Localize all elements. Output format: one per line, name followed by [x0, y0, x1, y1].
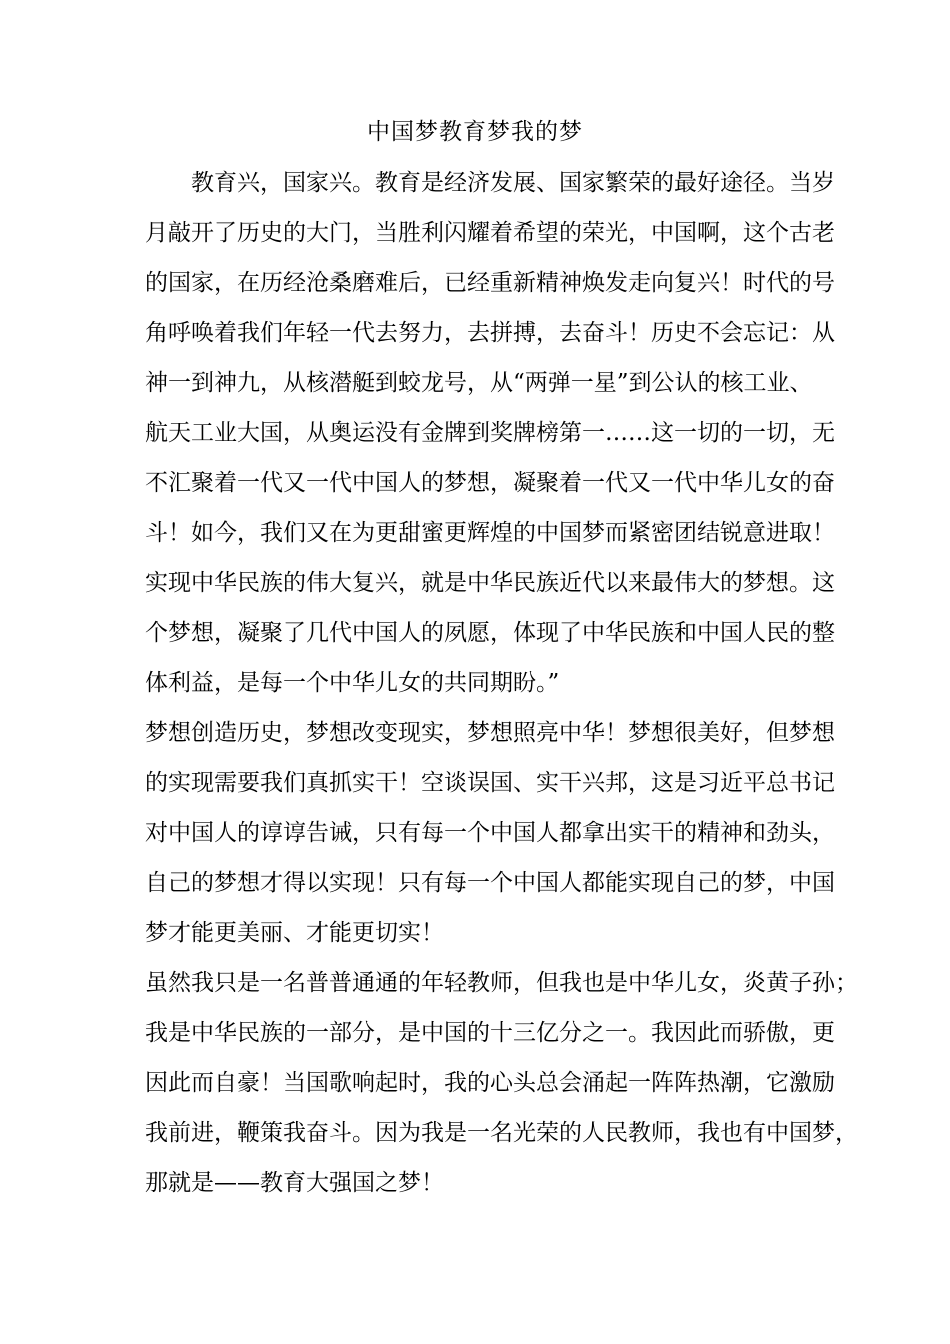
text-line: 月敲开了历史的大门，当胜利闪耀着希望的荣光，中国啊，这个古老 — [145, 220, 835, 246]
text-line: 因此而自豪！当国歌响起时，我的心头总会涌起一阵阵热潮，它激励 — [145, 1070, 835, 1096]
text-line: 教育兴，国家兴。教育是经济发展、国家繁荣的最好途径。当岁 — [145, 170, 835, 196]
text-line: 自己的梦想才得以实现！只有每一个中国人都能实现自己的梦，中国 — [145, 870, 835, 896]
text-line: 神一到神九，从核潜艇到蛟龙号，从“两弹一星”到公认的核工业、 — [145, 370, 813, 396]
text-line: 梦想创造历史，梦想改变现实，梦想照亮中华！梦想很美好，但梦想 — [145, 720, 835, 746]
text-line: 梦才能更美丽、才能更切实！ — [145, 920, 444, 946]
text-line: 我前进，鞭策我奋斗。因为我是一名光荣的人民教师，我也有中国梦， — [145, 1120, 858, 1146]
text-line: 航天工业大国，从奥运没有金牌到奖牌榜第一……这一切的一切，无 — [145, 420, 835, 446]
text-line: 斗！如今，我们又在为更甜蜜更辉煌的中国梦而紧密团结锐意进取！ — [145, 520, 835, 546]
document-title: 中国梦教育梦我的梦 — [367, 119, 583, 145]
text-line: 体利益，是每一个中华儿女的共同期盼。” — [145, 670, 560, 696]
text-line: 我是中华民族的一部分，是中国的十三亿分之一。我因此而骄傲，更 — [145, 1020, 835, 1046]
text-line: 的实现需要我们真抓实干！空谈误国、实干兴邦，这是习近平总书记 — [145, 770, 835, 796]
text-line: 对中国人的谆谆告诫，只有每一个中国人都拿出实干的精神和劲头， — [145, 820, 835, 846]
text-line: 的国家，在历经沧桑磨难后，已经重新精神焕发走向复兴！时代的号 — [145, 270, 835, 296]
text-line: 虽然我只是一名普普通通的年轻教师，但我也是中华儿女，炎黄子孙； — [145, 970, 858, 996]
text-line: 实现中华民族的伟大复兴，就是中华民族近代以来最伟大的梦想。这 — [145, 570, 835, 596]
text-line: 角呼唤着我们年轻一代去努力，去拼搏，去奋斗！历史不会忘记：从 — [145, 320, 835, 346]
text-line: 那就是——教育大强国之梦！ — [145, 1170, 444, 1196]
text-line: 不汇聚着一代又一代中国人的梦想，凝聚着一代又一代中华儿女的奋 — [145, 470, 835, 496]
text-line: 个梦想，凝聚了几代中国人的夙愿，体现了中华民族和中国人民的整 — [145, 620, 835, 646]
